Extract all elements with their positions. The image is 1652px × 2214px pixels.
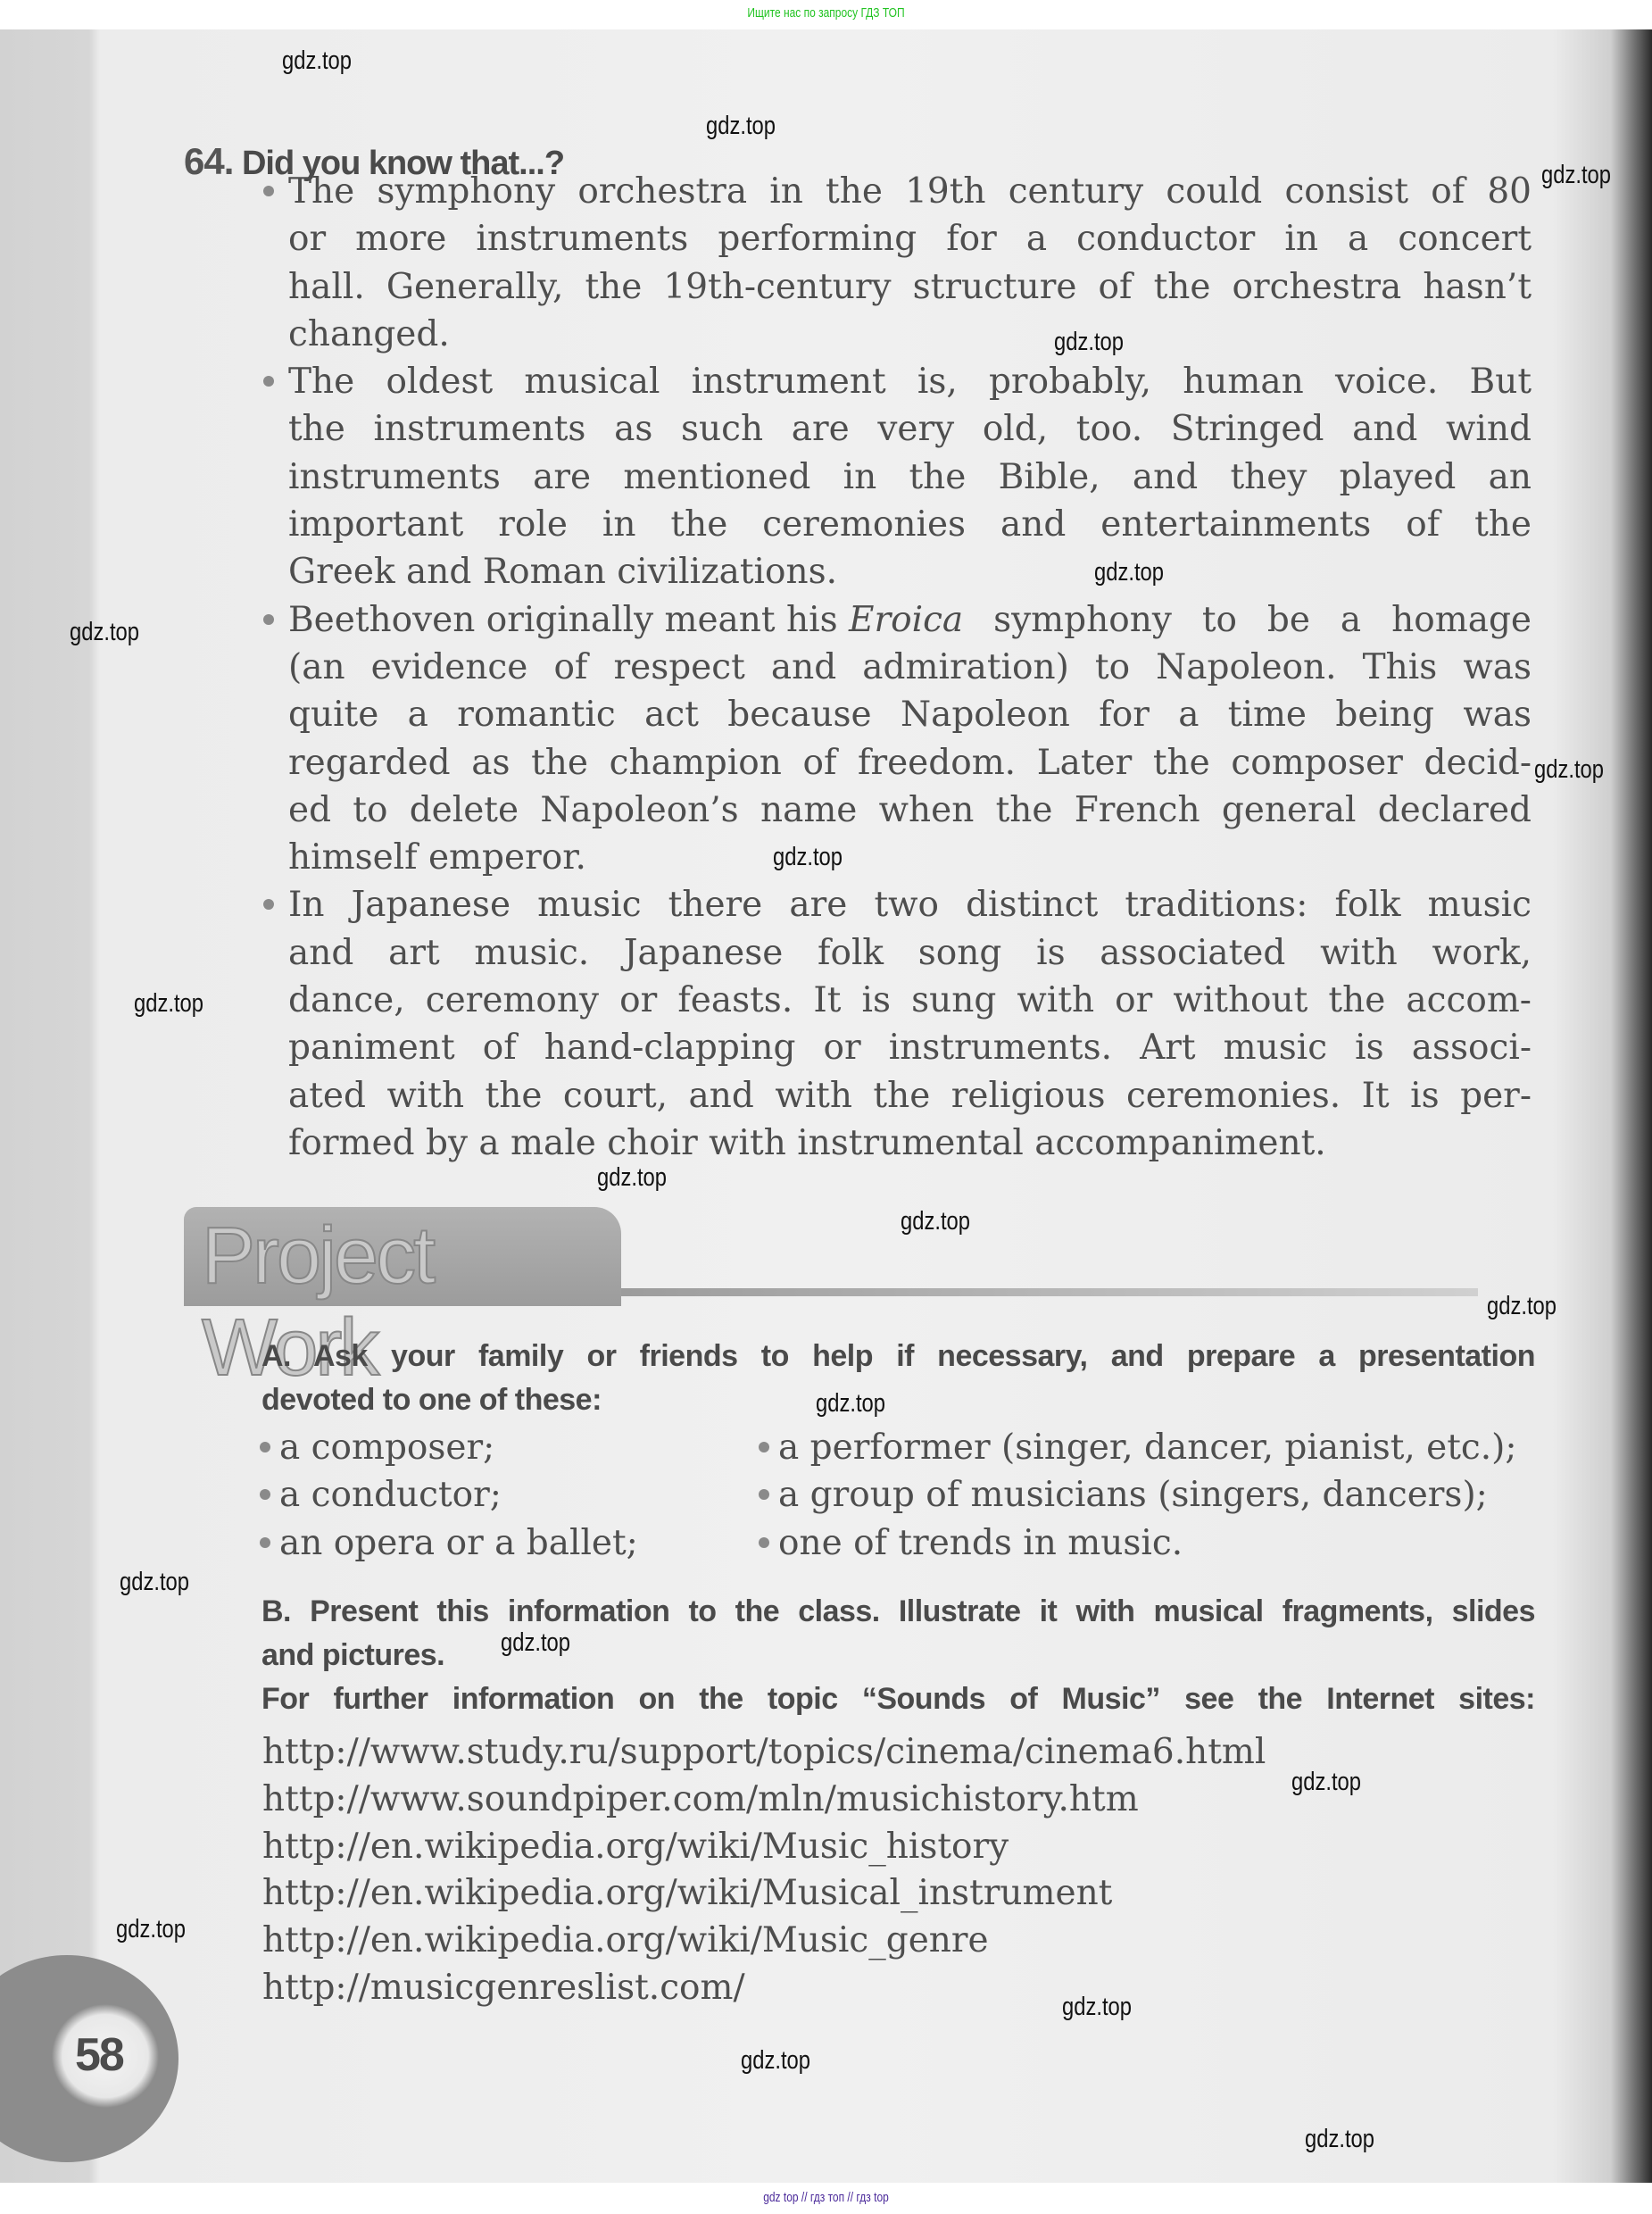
watermark: gdz.top (706, 112, 776, 140)
fact-item (288, 596, 1532, 882)
bullet-icon (263, 376, 274, 387)
watermark: gdz.top (282, 46, 353, 75)
option-item (279, 1424, 494, 1471)
exercise-title: Did you know that...? (241, 145, 565, 182)
text-line: (an evidence of respect and admiration) to Napoleon. This was (288, 646, 1532, 687)
text-line: himself emperor. (288, 837, 586, 878)
watermark: gdz.top (70, 618, 140, 646)
watermark: gdz.top (597, 1163, 668, 1192)
watermark: gdz.top (1541, 161, 1612, 189)
url-list (262, 1729, 1266, 2012)
watermark: gdz.top (116, 1915, 187, 1943)
text-line: ated with the court, and with the religious ceremonies. It is per- (288, 1075, 1532, 1116)
task-a (261, 1335, 1535, 1422)
bullet-icon (260, 1537, 270, 1548)
top-search-banner: Ищите нас по запросу ГДЗ ТОП (747, 5, 905, 21)
url-link[interactable]: http://www.study.ru/support/topics/cinema/cinema6.html (262, 1732, 1266, 1772)
exercise-number: 64. (184, 140, 234, 182)
text-line: and art music. Japanese folk song is associated with work, (288, 932, 1532, 973)
text-line: B. Present this information to the class. Illustrate it with musical fragments, slides (261, 1594, 1535, 1628)
text-line: The symphony orchestra in the 19th century could consist of 80 (288, 171, 1532, 212)
option-label: one of trends in music. (778, 1523, 1183, 1563)
text-line: the instruments as such are very old, too. Stringed and wind (288, 409, 1532, 450)
bullet-icon (759, 1442, 769, 1452)
text-line (288, 596, 1532, 644)
text-line: dance, ceremony or feasts. It is sung with or without the accom- (288, 980, 1532, 1021)
project-work-title: Project Work (202, 1211, 434, 1393)
bullet-icon (759, 1537, 769, 1548)
task-b (261, 1590, 1535, 1721)
text-line: regarded as the champion of freedom. Later the composer decid- (288, 742, 1532, 783)
watermark: gdz.top (901, 1207, 971, 1236)
url-link[interactable]: http://en.wikipedia.org/wiki/Music_history (262, 1826, 1009, 1867)
watermark: gdz.top (1487, 1292, 1557, 1320)
watermark: gdz.top (816, 1389, 886, 1418)
text-line: and pictures. (261, 1638, 445, 1672)
text-line: In Japanese music there are two distinct traditions: folk music (288, 885, 1532, 926)
watermark: gdz.top (134, 989, 204, 1018)
text-segment: symphony to be a homage (963, 599, 1532, 640)
fact-item (288, 168, 1532, 358)
text-line: The oldest musical instrument is, probably, human voice. But (288, 362, 1532, 403)
watermark: gdz.top (773, 843, 843, 871)
option-item (778, 1424, 1517, 1471)
url-link[interactable]: http://en.wikipedia.org/wiki/Musical_instrument (262, 1873, 1113, 1914)
option-item (778, 1519, 1183, 1567)
banner-divider (621, 1288, 1478, 1296)
text-line: or more instruments performing for a conductor in a concert (288, 219, 1532, 260)
facts-list (288, 168, 1532, 1167)
text-line: A. Ask your family or friends to help if necessary, and prepare a presentation (261, 1339, 1535, 1373)
text-line: changed. (288, 313, 450, 354)
text-line: ed to delete Napoleon’s name when the French general declared (288, 789, 1532, 830)
project-work-banner (184, 1207, 621, 1393)
url-link[interactable]: http://musicgenreslist.com/ (262, 1967, 745, 2008)
watermark: gdz.top (1054, 328, 1125, 356)
text-line: formed by a male choir with instrumental accompaniment. (288, 1122, 1326, 1163)
watermark: gdz.top (1305, 2125, 1375, 2153)
italic-title: Eroica (849, 599, 964, 640)
text-line: paniment of hand-clapping or instruments. Art music is associ- (288, 1028, 1532, 1069)
text-line: Greek and Roman civilizations. (288, 552, 838, 593)
option-label: an opera or a ballet; (279, 1523, 638, 1563)
fact-item (288, 881, 1532, 1167)
footer-links: gdz top // гдз топ // гдз top (763, 2190, 889, 2205)
bullet-icon (260, 1489, 270, 1500)
option-label: a conductor; (279, 1475, 502, 1515)
option-item (279, 1519, 638, 1567)
text-line: quite a romantic act because Napoleon for a time being was (288, 695, 1532, 736)
further-info-text: For further information on the topic “Sounds of Music” see the Internet sites: (261, 1682, 1535, 1716)
bullet-icon (263, 186, 274, 196)
option-label: a group of musicians (singers, dancers); (778, 1475, 1488, 1515)
bullet-icon (263, 899, 274, 910)
watermark: gdz.top (501, 1628, 571, 1657)
fact-item (288, 358, 1532, 595)
text-line: hall. Generally, the 19th-century structure of the orchestra hasn’t (288, 266, 1532, 307)
option-item (778, 1471, 1488, 1519)
watermark: gdz.top (1062, 1993, 1133, 2021)
watermark: gdz.top (1534, 755, 1605, 784)
page-number: 58 (75, 2029, 123, 2081)
textbook-page (0, 29, 1652, 2183)
watermark: gdz.top (1291, 1768, 1362, 1796)
watermark: gdz.top (1094, 558, 1165, 587)
text-line: devoted to one of these: (261, 1383, 602, 1417)
bullet-icon (759, 1489, 769, 1500)
watermark: gdz.top (120, 1568, 190, 1596)
option-item (279, 1471, 502, 1519)
url-link[interactable]: http://en.wikipedia.org/wiki/Music_genre (262, 1920, 989, 1961)
bullet-icon (263, 614, 274, 625)
watermark: gdz.top (741, 2046, 811, 2075)
option-label: a composer; (279, 1427, 495, 1468)
bullet-icon (260, 1442, 270, 1452)
text-line: instruments are mentioned in the Bible, and they played an (288, 456, 1532, 497)
option-label: a performer (singer, dancer, pianist, etc.); (778, 1427, 1517, 1468)
url-link[interactable]: http://www.soundpiper.com/mln/musichistory.htm (262, 1778, 1139, 1819)
text-segment: Beethoven originally meant his (288, 599, 849, 640)
text-line: important role in the ceremonies and entertainments of the (288, 504, 1532, 545)
